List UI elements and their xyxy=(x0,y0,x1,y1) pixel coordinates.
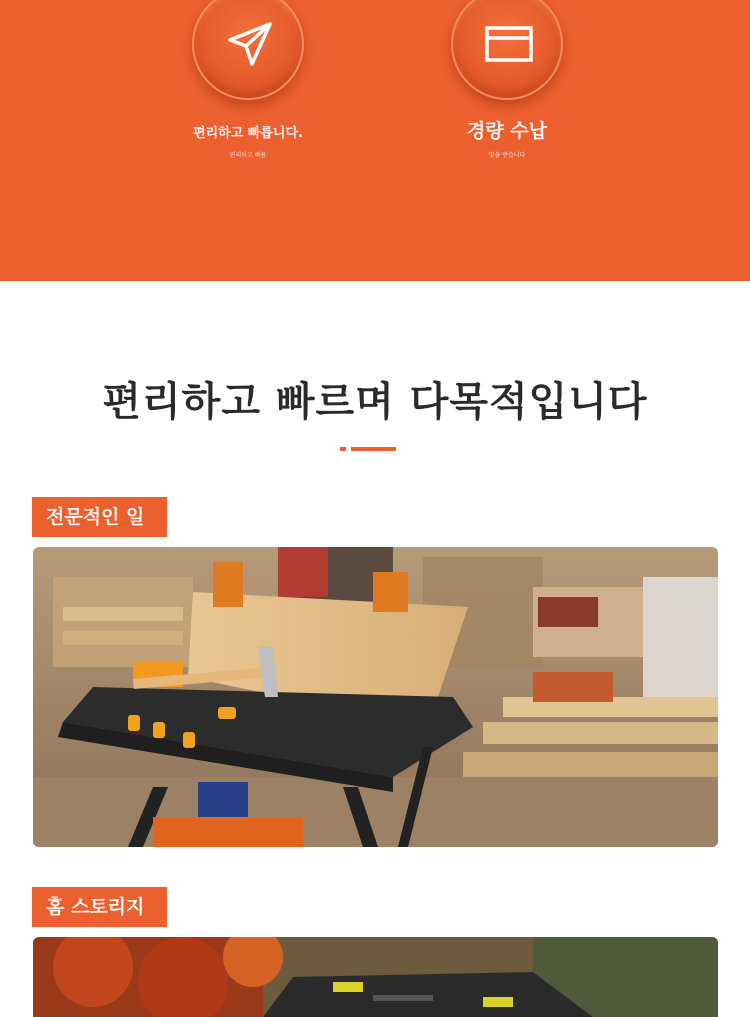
storage-box-icon xyxy=(485,20,533,68)
feature-icon-circle xyxy=(192,0,304,100)
title-underline xyxy=(351,447,396,451)
feature-icon-circle xyxy=(451,0,563,100)
workbench-outdoor-photo xyxy=(33,937,718,1017)
title-underline-dot xyxy=(340,447,346,451)
feature-title: 경량 수납 xyxy=(466,120,548,142)
section-tag-professional: 전문적인 일 xyxy=(32,497,167,537)
paper-plane-icon xyxy=(226,20,274,68)
hero-banner xyxy=(0,0,750,281)
feature-title: 편리하고 빠릅니다. xyxy=(193,126,303,141)
feature-subtitle: 몇을 받습니다 xyxy=(488,152,526,159)
feature-subtitle: 편리하고 빠름 xyxy=(229,152,267,159)
section-tag-home-storage: 홈 스토리지 xyxy=(32,887,167,927)
page-title: 편리하고 빠르며 다목적입니다 xyxy=(102,379,648,425)
workbench-workshop-photo xyxy=(33,547,718,847)
